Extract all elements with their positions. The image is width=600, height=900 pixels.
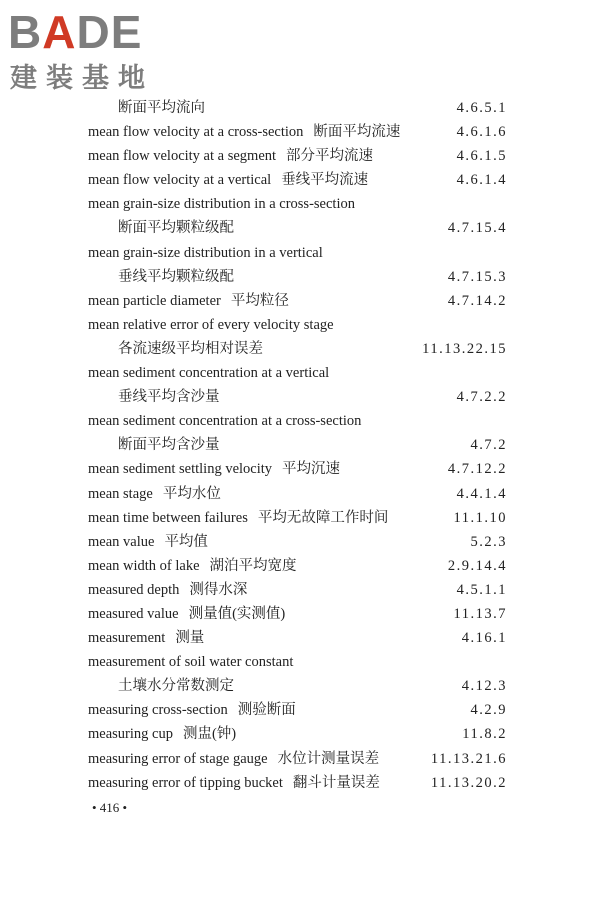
glossary-row — [0, 722, 600, 746]
term-english — [88, 241, 323, 265]
term-english-text: mean flow velocity at a segment — [88, 148, 277, 165]
section-code: 4.6.5.1 — [456, 100, 507, 116]
term-english-text: measured depth — [88, 581, 180, 598]
term-chinese: 测盅(钟) — [182, 726, 237, 743]
section-code: 4.16.1 — [461, 630, 507, 647]
term-english — [88, 578, 247, 602]
term-english — [88, 554, 297, 578]
term-chinese: 翻斗计量误差 — [292, 774, 380, 791]
term-english — [88, 722, 236, 746]
term-chinese: 垂线平均流速 — [281, 172, 369, 189]
section-code: 4.6.1.5 — [456, 148, 507, 165]
term-english — [88, 120, 400, 144]
brand-logo — [8, 6, 183, 98]
section-code: 4.7.14.2 — [447, 292, 507, 309]
section-code: 11.1.10 — [453, 509, 507, 526]
term-chinese: 断面平均颗粒级配 — [118, 220, 234, 237]
term-chinese: 断面平均流速 — [313, 124, 401, 141]
term-english — [88, 747, 379, 771]
term-english — [88, 626, 204, 650]
term-english-text: measuring error of tipping bucket — [88, 774, 283, 791]
section-code: 11.13.7 — [453, 605, 507, 622]
glossary-row — [0, 482, 600, 506]
term-english-text: mean grain-size distribution in a vertical — [88, 244, 323, 261]
glossary-row — [0, 626, 600, 650]
logo-subtitle: 建装基地 — [10, 63, 154, 94]
glossary-row — [0, 361, 600, 385]
logo-accent-letter: A — [42, 6, 77, 58]
term-english-text: measured value — [88, 605, 179, 622]
logo-wordmark: BADE — [8, 6, 143, 58]
term-english-text: mean sediment concentration at a vertical — [88, 365, 330, 382]
glossary-row — [0, 168, 600, 192]
term-english — [88, 144, 373, 168]
glossary-row — [0, 216, 600, 240]
glossary-row — [0, 337, 600, 361]
section-code: 4.5.1.1 — [456, 581, 507, 598]
term-chinese: 水位计测量误差 — [277, 750, 380, 767]
term-english — [88, 313, 334, 337]
term-english — [88, 168, 368, 192]
term-chinese: 平均无故障工作时间 — [257, 509, 389, 526]
glossary-row — [0, 530, 600, 554]
section-code: 2.9.14.4 — [447, 557, 507, 574]
glossary-row — [0, 241, 600, 265]
section-code: 4.4.1.4 — [456, 485, 507, 502]
section-code: 4.2.9 — [470, 702, 507, 719]
term-english — [88, 698, 296, 722]
term-chinese: 断面平均含沙量 — [118, 437, 220, 454]
section-code: 4.6.1.4 — [456, 172, 507, 189]
page-number: • 416 • — [92, 800, 128, 815]
term-chinese: 断面平均流向 — [118, 100, 205, 116]
glossary-row — [0, 96, 600, 120]
section-code: 4.7.15.4 — [447, 220, 507, 237]
section-code: 5.2.3 — [470, 533, 507, 550]
term-english-text: mean grain-size distribution in a cross-section — [88, 196, 355, 213]
term-english-text: mean flow velocity at a vertical — [88, 172, 272, 189]
term-english — [88, 457, 340, 481]
term-english-text: mean sediment concentration at a cross-section — [88, 413, 362, 430]
term-chinese: 垂线平均颗粒级配 — [118, 268, 234, 285]
glossary-row — [0, 385, 600, 409]
glossary-row — [0, 698, 600, 722]
glossary-row — [0, 120, 600, 144]
section-code: 4.7.15.3 — [447, 268, 507, 285]
section-code: 11.8.2 — [462, 726, 507, 743]
glossary-row — [0, 433, 600, 457]
term-english — [88, 482, 221, 506]
glossary-row — [0, 265, 600, 289]
glossary-row — [0, 506, 600, 530]
term-chinese: 测量 — [175, 630, 205, 647]
section-code: 4.7.12.2 — [447, 461, 507, 478]
term-english — [88, 506, 388, 530]
term-english — [88, 650, 293, 674]
glossary-row — [0, 602, 600, 626]
term-english-text: mean time between failures — [88, 509, 248, 526]
glossary-row — [0, 313, 600, 337]
term-english-text: mean width of lake — [88, 557, 200, 574]
term-chinese: 测量值(实测值) — [188, 605, 286, 622]
term-chinese: 测验断面 — [237, 702, 296, 719]
section-code: 4.6.1.6 — [456, 124, 507, 141]
term-chinese: 测得水深 — [189, 581, 248, 598]
term-english-text: mean relative error of every velocity stage — [88, 316, 334, 333]
term-english-text: mean value — [88, 533, 155, 550]
term-english — [88, 530, 208, 554]
term-chinese: 各流速级平均相对误差 — [118, 340, 263, 357]
glossary-row — [0, 409, 600, 433]
term-english — [88, 771, 380, 795]
term-english-text: measuring cup — [88, 726, 173, 743]
section-code: 4.7.2 — [470, 437, 507, 454]
glossary-row — [0, 747, 600, 771]
term-english — [88, 409, 361, 433]
glossary-row — [0, 457, 600, 481]
term-chinese: 垂线平均含沙量 — [118, 389, 220, 406]
glossary-row — [0, 578, 600, 602]
glossary-row — [0, 771, 600, 795]
section-code: 11.13.21.6 — [430, 750, 507, 767]
term-english-text: measurement — [88, 630, 166, 647]
term-english-text: mean stage — [88, 485, 153, 502]
glossary-row — [0, 674, 600, 698]
term-english-text: mean flow velocity at a cross-section — [88, 124, 304, 141]
section-code: 4.7.2.2 — [456, 389, 507, 406]
glossary-row — [0, 144, 600, 168]
term-english — [88, 192, 355, 216]
term-english-text: measuring error of stage gauge — [88, 750, 268, 767]
section-code: 4.12.3 — [461, 678, 507, 695]
term-chinese: 平均水位 — [162, 485, 221, 502]
term-chinese: 湖泊平均宽度 — [209, 557, 297, 574]
glossary-entries — [0, 96, 600, 795]
glossary-row — [0, 289, 600, 313]
glossary-row — [0, 554, 600, 578]
term-english — [88, 602, 285, 626]
term-english — [88, 361, 329, 385]
term-english-text: mean particle diameter — [88, 292, 221, 309]
term-chinese: 土壤水分常数测定 — [118, 678, 234, 695]
section-code: 11.13.20.2 — [430, 774, 507, 791]
term-chinese: 部分平均流速 — [286, 148, 374, 165]
glossary-row — [0, 192, 600, 216]
term-english-text: measurement of soil water constant — [88, 654, 294, 671]
glossary-row — [0, 650, 600, 674]
term-chinese: 平均粒径 — [230, 292, 289, 309]
section-code: 11.13.22.15 — [422, 340, 507, 357]
term-english — [88, 289, 289, 313]
term-english-text: measuring cross-section — [88, 702, 228, 719]
term-chinese: 平均沉速 — [282, 461, 341, 478]
term-chinese: 平均值 — [164, 533, 208, 550]
term-english-text: mean sediment settling velocity — [88, 461, 273, 478]
